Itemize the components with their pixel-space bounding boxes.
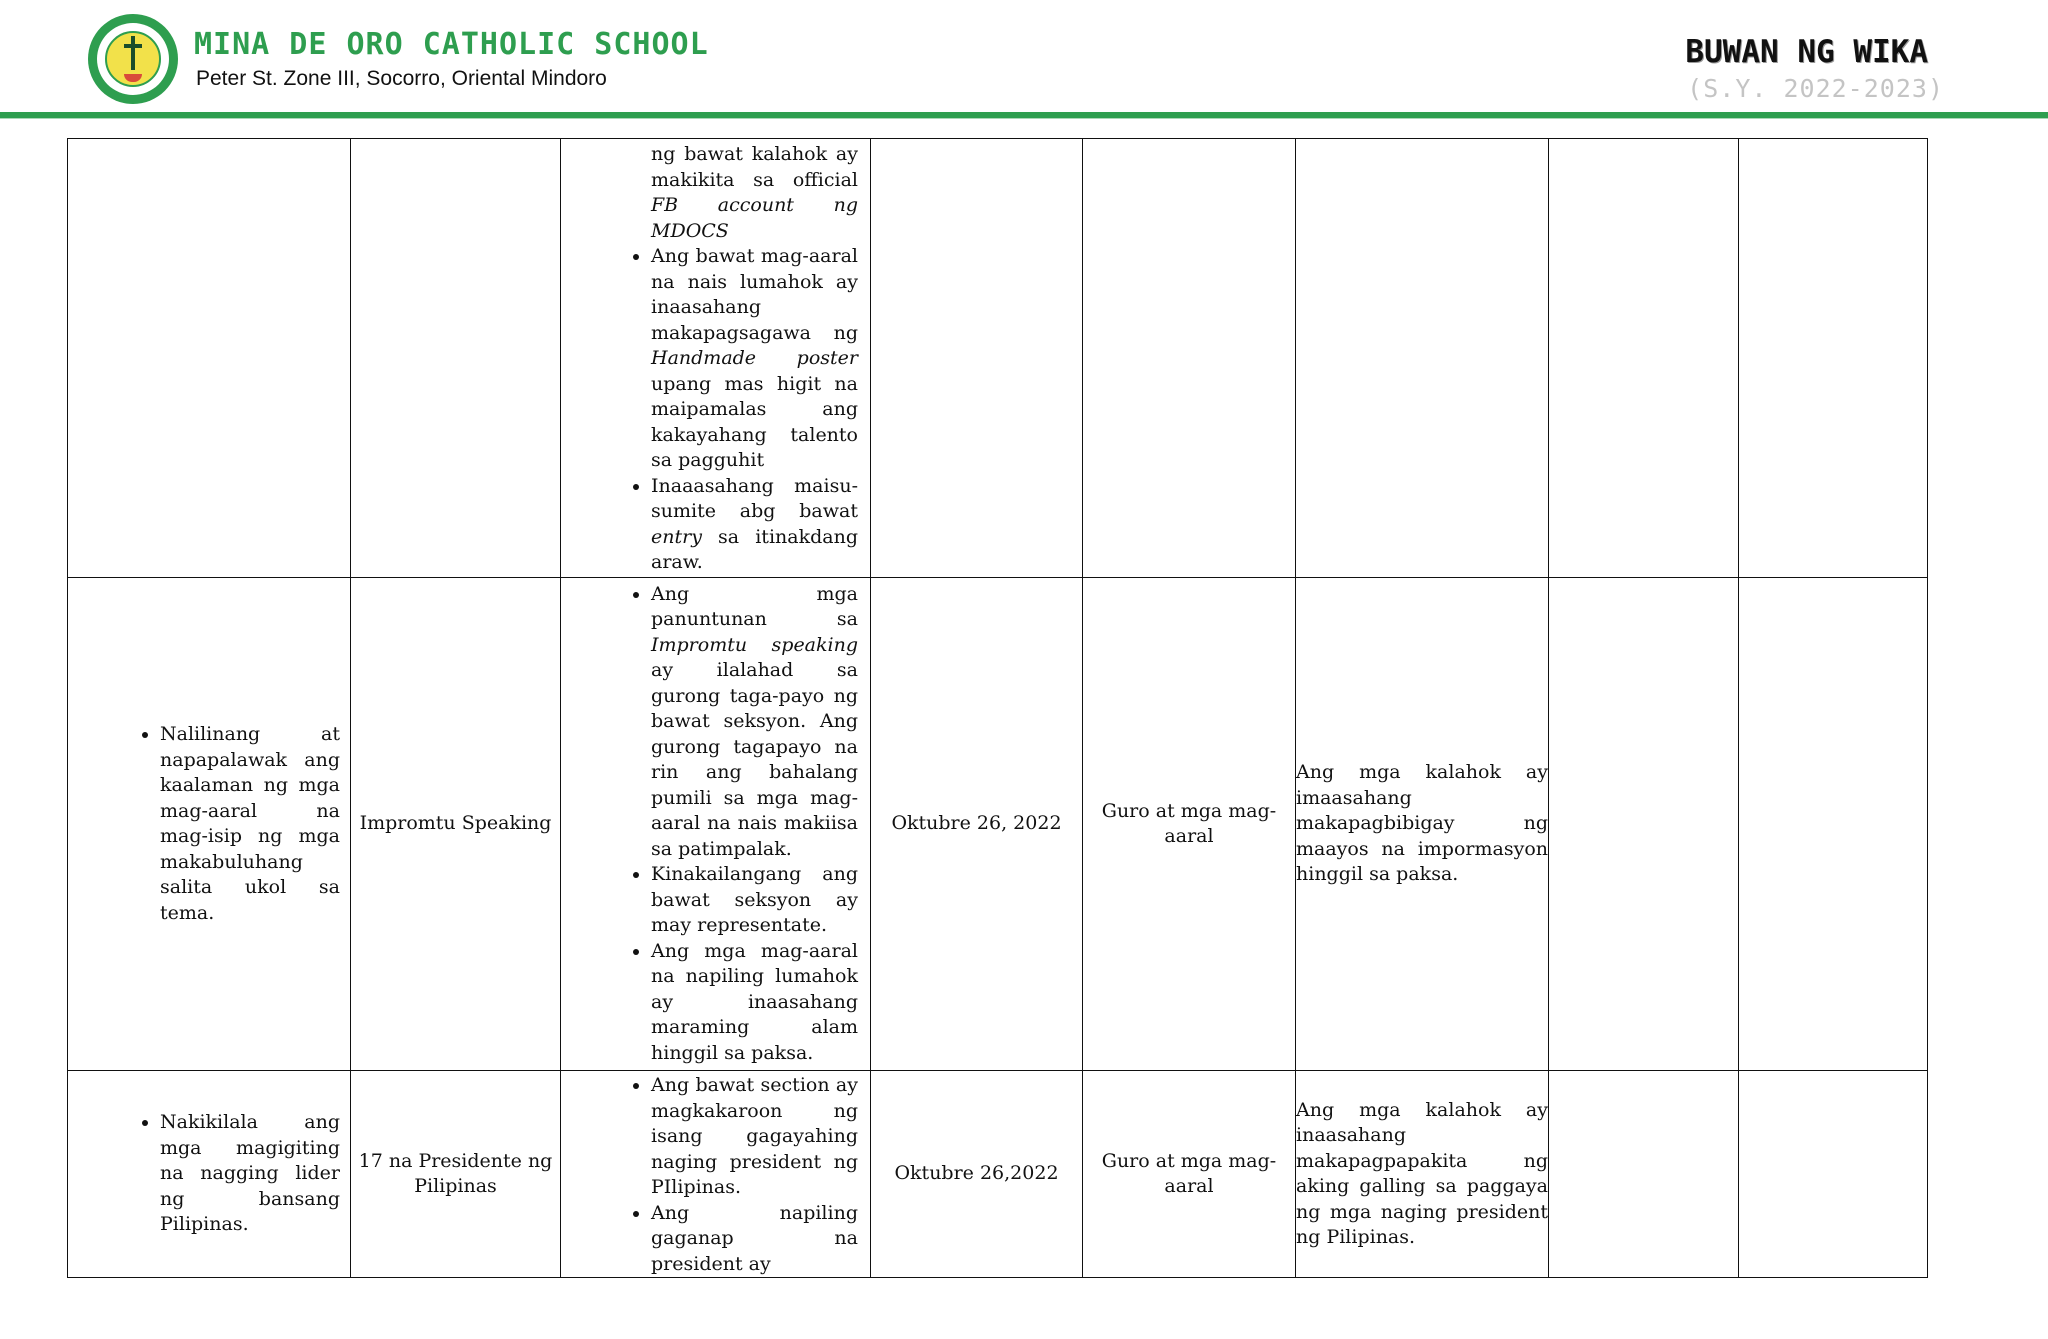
objective-cell [68,578,351,1071]
mechanics-list [561,140,870,576]
empty-cell [1549,578,1739,1071]
empty-cell [1739,578,1928,1071]
activity-cell [351,139,561,578]
school-name: MINA DE ORO CATHOLIC SCHOOL [194,27,709,62]
list-item: • Inaaasahang maisu-sumite abg bawat entry sa itinakdang araw. [651,474,858,576]
list-item: • Nalilinang at napapalawak ang kaalaman ng mga mag-aaral na mag-isip ng mga makabuluhang salita ukol sa tema. [160,722,340,926]
list-item: • Ang napiling gaganap na president ay [651,1201,858,1278]
date-cell [871,139,1083,578]
objective-list [68,722,350,926]
table-row [68,578,1928,1071]
school-seal-icon [88,14,178,104]
persons-cell [1083,139,1296,578]
empty-cell [1739,139,1928,578]
list-item: • Ang mga mag-aaral na napiling lumahok ay inaasahang maraming alam hinggil sa paksa. [651,939,858,1067]
mechanics-list [561,582,870,1067]
mechanics-cell [561,139,871,578]
expected-output-cell: Ang mga kalahok ay imaasahang makapagbibigay ng maayos na impormasyon hinggil sa paksa. [1296,578,1549,1071]
empty-cell [1549,1071,1739,1278]
expected-output-cell [1296,139,1549,578]
persons-cell: Guro at mga mag-aaral [1083,578,1296,1071]
list-item: • Ang bawat mag-aaral na nais lumahok ay inaasahang makapagsagawa ng Handmade poster upang mas higit na maipamalas ang kakayahang talento sa pagguhit [651,244,858,474]
activity-cell: 17 na Presidente ng Pilipinas [351,1071,561,1278]
activity-plan-table [67,138,1928,1278]
list-item: • Ang bawat section ay magkakaroon ng isang gagayahing naging president ng PIlipinas. [651,1073,858,1201]
expected-output-cell: Ang mga kalahok ay inaasahang makapagpapakita ng aking galling sa paggaya ng mga naging president ng Pilipinas. [1296,1071,1549,1278]
list-item: • Nakikilala ang mga magigiting na nagging lider ng bansang Pilipinas. [160,1110,340,1238]
objective-cell [68,139,351,578]
mechanics-cell [561,1071,871,1278]
activity-cell: Impromtu Speaking [351,578,561,1071]
list-item: ng bawat kalahok ay makikita sa official FB account ng MDOCS [651,143,858,242]
table-row [68,139,1928,578]
mechanics-list [561,1071,870,1277]
persons-cell: Guro at mga mag-aaral [1083,1071,1296,1278]
event-title: BUWAN NG WIKA [1685,34,1928,70]
empty-cell [1549,139,1739,578]
table-row [68,1071,1928,1278]
school-year: (S.Y. 2022-2023) [1687,74,1944,103]
objective-cell [68,1071,351,1278]
mechanics-cell [561,578,871,1071]
cross-icon [124,36,142,70]
school-address: Peter St. Zone III, Socorro, Oriental Mindoro [196,67,607,90]
objective-list [68,1110,350,1238]
empty-cell [1739,1071,1928,1278]
date-cell: Oktubre 26,2022 [871,1071,1083,1278]
date-cell: Oktubre 26, 2022 [871,578,1083,1071]
list-item: • Ang mga panuntunan sa Impromtu speaking ay ilalahad sa gurong taga-payo ng bawat seksyon. Ang gurong tagapayo na rin ang bahalang pumili sa mga mag-aaral na nais makiisa sa patimpalak. [651,582,858,863]
list-item: • Kinakailangang ang bawat seksyon ay may representate. [651,862,858,939]
